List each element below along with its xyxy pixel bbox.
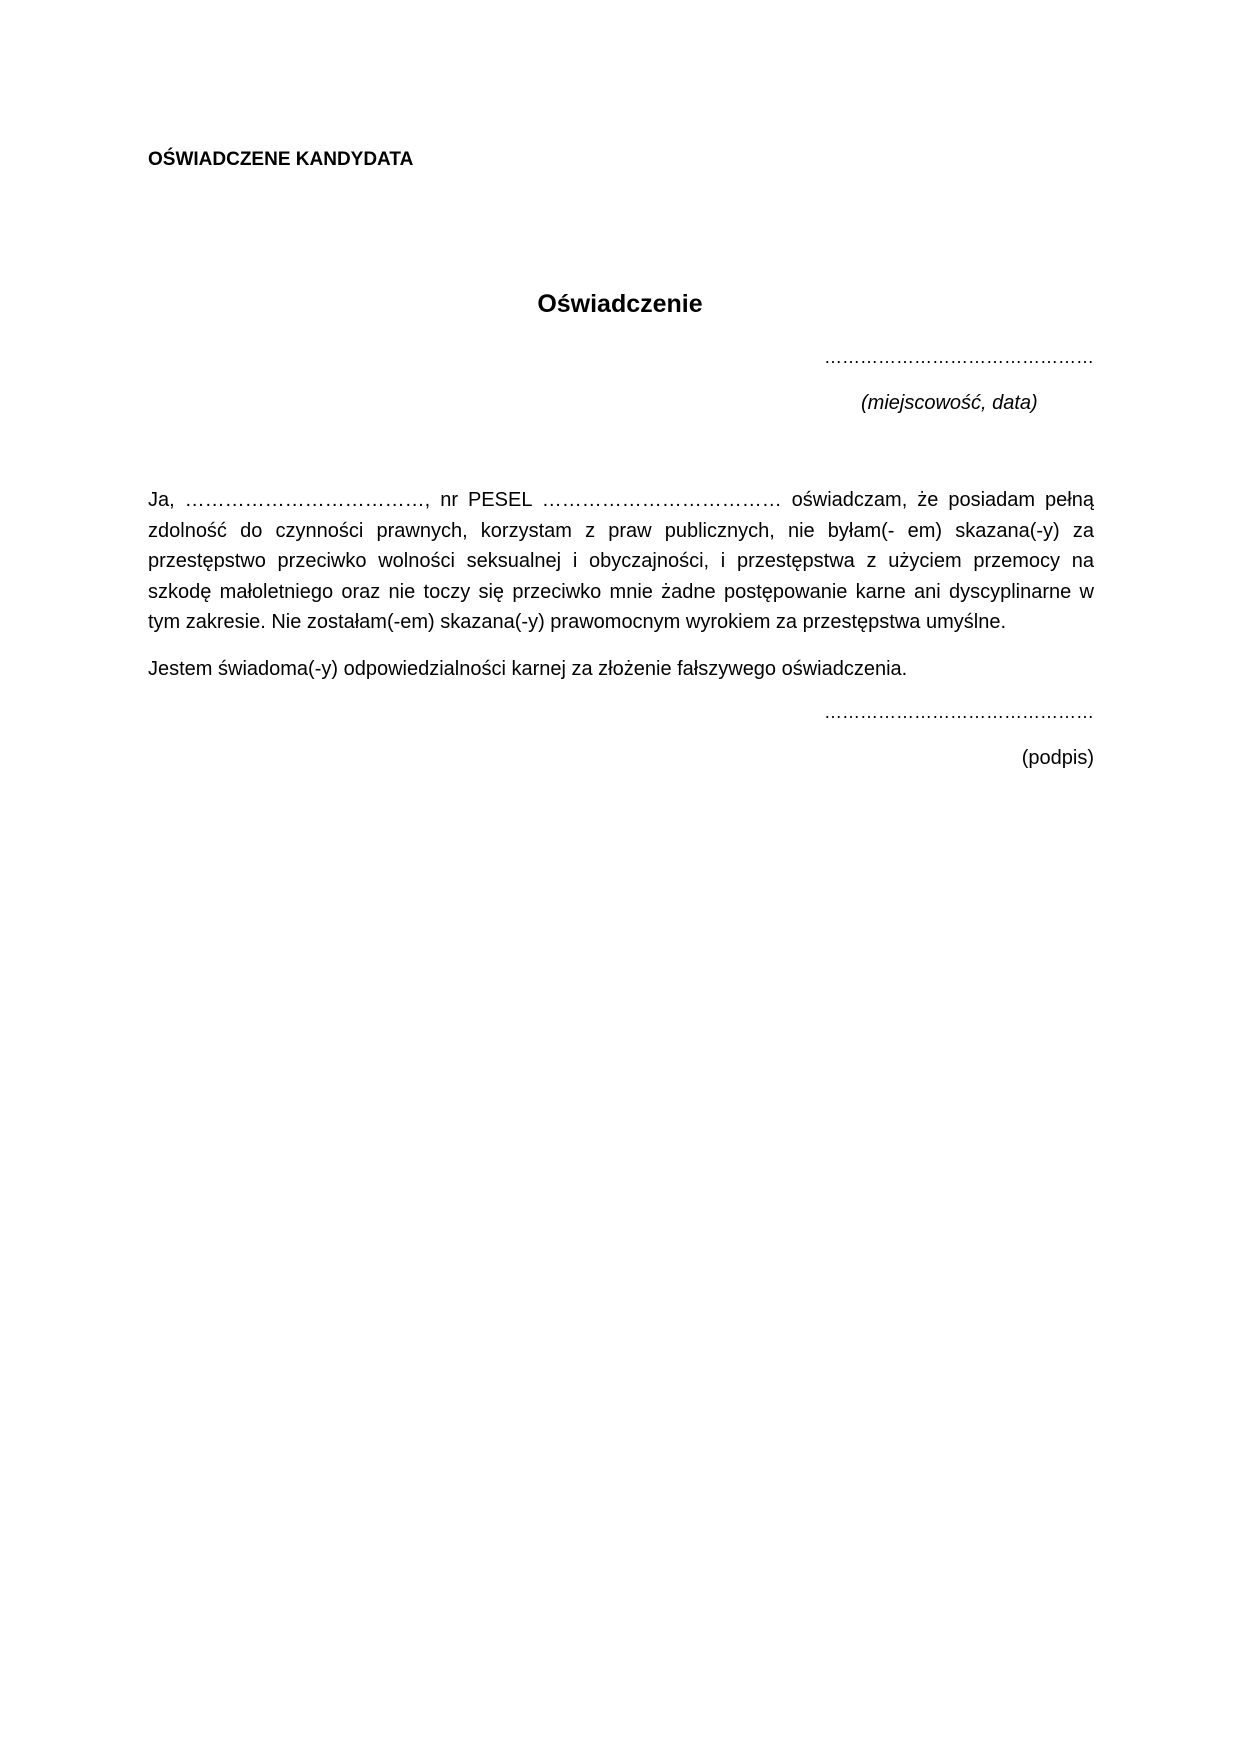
awareness-paragraph: Jestem świadoma(-y) odpowiedzialności karnej za złożenie fałszywego oświadczenia.	[148, 658, 908, 680]
document-title: Oświadczenie	[537, 290, 703, 318]
place-date-caption: (miejscowość, data)	[861, 392, 1038, 414]
signature-caption: (podpis)	[1021, 747, 1094, 769]
document-heading: OŚWIADCZENE KANDYDATA	[148, 149, 414, 170]
signature-line: ………………………………………	[824, 702, 1094, 722]
place-date-line: ………………………………………	[824, 347, 1094, 367]
statement-paragraph: Ja, ………………………………, nr PESEL ……………………………… oświadczam, że posiadam pełną zdolność do czynności prawnych, korzystam z praw publicznych, nie byłam(- em) skazana(-y) za przestępstwo przeciwko wolności seksualnej i obyczajności, i przestępstwa z użyciem przemocy na szkodę małoletniego oraz nie toczy się przeciwko mnie żadne postępowanie karne ani dyscyplinarne w tym zakresie. Nie zostałam(-em) skazana(-y) prawomocnym wyrokiem za przestępstwa umyślne.	[148, 489, 1094, 633]
